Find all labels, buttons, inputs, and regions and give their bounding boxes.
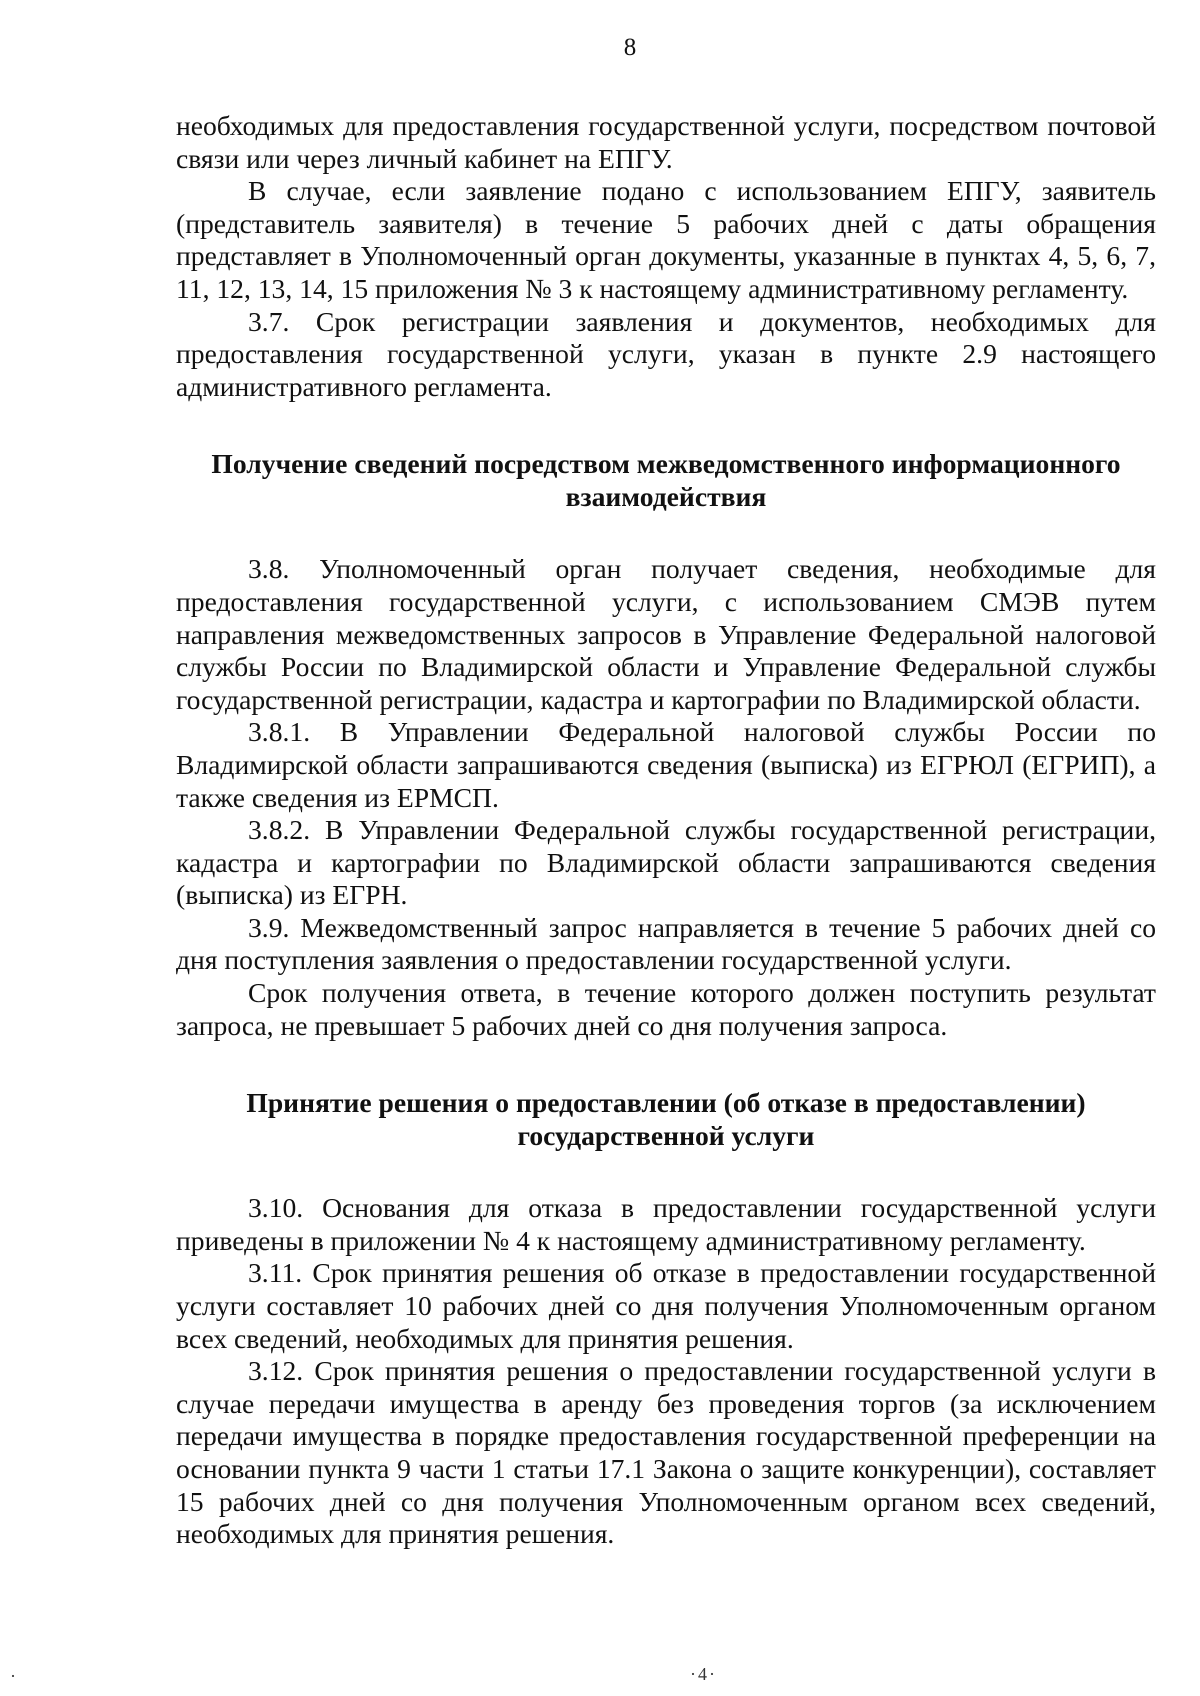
paragraph: 3.12. Срок принятия решения о предоставлении государственной услуги в случае передачи имущества в аренду без проведения торгов (за исключением передачи имущества в порядке предоставления государственной преференции на основании пункта 9 части 1 статьи 17.1 Закона о защите конкуренции), составляет 15 рабочих дней со дня получения Уполномоченным органом всех сведений, необходимых для принятия решения. bbox=[176, 1355, 1156, 1550]
paragraph: 3.8.1. В Управлении Федеральной налоговой службы России по Владимирской области запрашиваются сведения (выписка) из ЕГРЮЛ (ЕГРИП), а также сведения из ЕРМСП. bbox=[176, 716, 1156, 813]
page-number: 8 bbox=[623, 34, 637, 61]
footer-mark: ·4· bbox=[690, 1664, 717, 1684]
heading-line: Получение сведений посредством межведомственного информационного bbox=[211, 448, 1121, 480]
paragraph: 3.10. Основания для отказа в предоставлении государственной услуги приведены в приложении № 4 к настоящему административному регламенту. bbox=[176, 1192, 1156, 1256]
heading-line: взаимодействия bbox=[565, 481, 767, 513]
paragraph: 3.8.2. В Управлении Федеральной службы государственной регистрации, кадастра и картографии по Владимирской области запрашиваются сведения (выписка) из ЕГРН. bbox=[176, 814, 1156, 911]
paragraph: 3.9. Межведомственный запрос направляется в течение 5 рабочих дней со дня поступления заявления о предоставлении государственной услуги. bbox=[176, 911, 1156, 976]
paragraph: 3.8. Уполномоченный орган получает сведения, необходимые для предоставления государственной услуги, с использованием СМЭВ путем направления межведомственных запросов в Управление Федеральной налоговой службы России по Владимирской области и Управление Федеральной службы государственной регистрации, кадастра и картографии по Владимирской области. bbox=[176, 553, 1156, 715]
paragraph: 3.7. Срок регистрации заявления и документов, необходимых для предоставления государственной услуги, указан в пункте 2.9 настоящего административного регламента. bbox=[176, 305, 1156, 402]
paragraph: необходимых для предоставления государственной услуги, посредством почтовой связи или через личный кабинет на ЕПГУ. bbox=[176, 110, 1156, 174]
heading-line: государственной услуги bbox=[517, 1120, 815, 1152]
paragraph: В случае, если заявление подано с использованием ЕПГУ, заявитель (представитель заявителя) в течение 5 рабочих дней с даты обращения представляет в Уполномоченный орган документы, указанные в пунктах 4, 5, 6, 7, 11, 12, 13, 14, 15 приложения № 3 к настоящему административному регламенту. bbox=[176, 175, 1156, 304]
paragraph: 3.11. Срок принятия решения об отказе в предоставлении государственной услуги составляет 10 рабочих дней со дня получения Уполномоченным органом всех сведений, необходимых для принятия решения. bbox=[176, 1257, 1156, 1354]
scan-edge-mark: · bbox=[10, 1666, 16, 1686]
heading-line: Принятие решения о предоставлении (об отказе в предоставлении) bbox=[246, 1087, 1086, 1119]
paragraph: Срок получения ответа, в течение которого должен поступить результат запроса, не превышает 5 рабочих дней со дня получения запроса. bbox=[176, 977, 1156, 1041]
section-heading-interagency bbox=[176, 447, 1156, 513]
document-body bbox=[176, 110, 1156, 1551]
section-heading-decision bbox=[176, 1086, 1156, 1152]
